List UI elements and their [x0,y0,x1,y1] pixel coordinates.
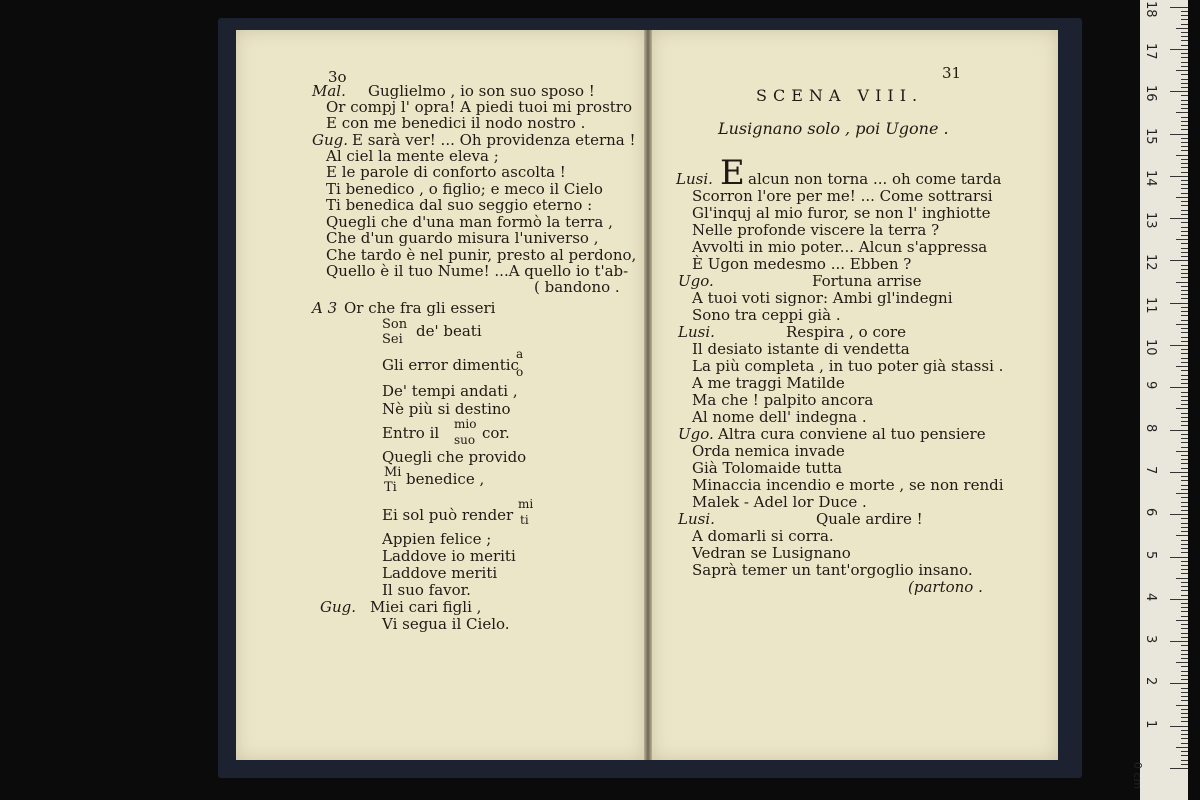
ruler-tick [1176,451,1188,452]
ruler-tick [1181,231,1188,232]
ruler-tick [1176,282,1188,283]
ruler-tick [1181,142,1188,143]
ruler-tick [1181,383,1188,384]
text-line: cor. [482,424,510,442]
text-line: È Ugon medesmo ... Ebben ? [692,255,912,273]
text-line: Quale ardire ! [816,510,923,528]
ruler-tick [1181,611,1188,612]
speaker-label: Lusi. [678,510,715,528]
ruler-tick [1181,692,1188,693]
ruler-tick [1181,320,1188,321]
text-line: Che tardo è nel punir, presto al perdono, [326,246,637,264]
ruler-tick [1170,49,1188,50]
text-line: A me traggi Matilde [692,374,845,392]
ruler-tick [1181,573,1188,574]
ruler-number: 12 [1143,254,1158,271]
text-line: Orda nemica invade [692,442,845,460]
drop-cap: E [720,153,745,193]
speaker-label: Gug. [320,598,357,616]
ruler-tick [1181,459,1188,460]
text-line: alcun non torna ... oh come tarda [748,170,1002,188]
ruler-tick [1181,349,1188,350]
ruler-tick [1181,379,1188,380]
ruler-tick [1181,497,1188,498]
text-line: Entro il [382,424,440,442]
ruler-tick [1181,24,1188,25]
ruler-tick [1181,294,1188,295]
ruler-tick [1181,709,1188,710]
ruler-tick [1181,79,1188,80]
ruler-tick [1181,138,1188,139]
speaker-label: Ugo. [678,425,714,443]
ruler-tick [1181,193,1188,194]
ruler-tick [1181,717,1188,718]
ruler-number: 6 [1143,508,1158,517]
ruler-tick [1181,392,1188,393]
text-line: mi [518,497,534,511]
ruler-tick [1181,184,1188,185]
ruler-tick [1181,66,1188,67]
text-line: Gl'inquj al mio furor, se non l' inghiotte [692,204,991,222]
book-gutter [644,30,652,760]
text-line: Fortuna arrise [812,272,922,290]
ruler-tick [1181,15,1188,16]
text-line: Nelle profonde viscere la terra ? [692,221,940,239]
ruler-tick [1181,235,1188,236]
text-line: Mi [384,465,402,480]
ruler-tick [1170,134,1188,135]
text-line: Gug. E sarà ver! ... Oh providenza eterna ! [312,131,636,149]
ruler-tick [1181,298,1188,299]
ruler-tick [1181,713,1188,714]
ruler-tick [1181,688,1188,689]
ruler-tick [1181,654,1188,655]
ruler-number: 4 [1143,592,1158,602]
ruler-tick [1181,447,1188,448]
ruler-tick [1181,337,1188,338]
ruler-tick [1181,531,1188,532]
ruler-tick [1181,396,1188,397]
text-line: Or che fra gli esseri [344,299,496,317]
ruler-tick [1181,269,1188,270]
ruler-tick [1176,705,1188,706]
ruler-number: 14 [1143,169,1158,187]
ruler-tick [1181,370,1188,371]
page-number: 31 [942,64,962,82]
ruler-tick [1181,252,1188,253]
text-line: de' beati [416,322,482,340]
ruler-tick [1170,641,1188,642]
ruler-number: 17 [1143,42,1158,60]
ruler-tick [1181,637,1188,638]
ruler-tick [1181,590,1188,591]
ruler-tick [1170,176,1188,177]
text-line: Il desiato istante di vendetta [692,340,910,358]
text-line: Ti benedico , o figlio; e meco il Cielo [326,180,603,198]
ruler-tick [1176,28,1188,29]
ruler-tick [1181,307,1188,308]
ruler-tick [1181,565,1188,566]
ruler-tick [1181,163,1188,164]
ruler-tick [1176,155,1188,156]
ruler-tick [1181,764,1188,765]
ruler-tick [1181,180,1188,181]
ruler-tick [1181,362,1188,363]
ruler-tick [1181,108,1188,109]
ruler-number: 1 [1143,719,1158,728]
ruler-tick [1181,243,1188,244]
text-line: Al nome dell' indegna . [692,408,867,426]
ruler-tick [1181,87,1188,88]
ruler-tick [1181,315,1188,316]
ruler-tick [1181,540,1188,541]
text-line: ( bandono . [534,278,620,296]
ruler-tick [1181,721,1188,722]
ruler-tick [1181,463,1188,464]
ruler-tick [1181,205,1188,206]
ruler-tick [1181,586,1188,587]
ruler-tick [1181,167,1188,168]
ruler-tick [1170,683,1188,684]
ruler-tick [1181,227,1188,228]
text-line: Vedran se Lusignano [692,544,851,562]
ruler-tick [1176,620,1188,621]
ruler-tick [1181,552,1188,553]
ruler-tick [1170,599,1188,600]
text-line: Quegli che d'una man formò la terra , [326,213,613,231]
ruler-tick [1181,172,1188,173]
ruler-tick [1181,417,1188,418]
ruler-tick [1181,36,1188,37]
text-line: A domarli si corra. [692,527,834,545]
text-line: Malek - Adel lor Duce . [692,493,867,511]
ruler-tick [1181,74,1188,75]
ruler-number: 5 [1143,550,1158,559]
text-line: A tuoi voti signor: Ambi gl'indegni [692,289,953,307]
ruler-tick [1181,286,1188,287]
text-line: Ei sol può render [382,506,514,524]
ruler-tick [1181,650,1188,651]
ruler-tick [1181,658,1188,659]
ruler-tick [1181,485,1188,486]
ruler-number: 15 [1143,127,1158,145]
text-line: Che d'un guardo misura l'universo , [326,229,599,247]
text-line: Respira , o core [786,323,906,341]
text-line: suo [454,433,476,447]
ruler-tick [1181,95,1188,96]
ruler-tick [1181,700,1188,701]
ruler-tick [1181,734,1188,735]
text-line: mio [454,417,477,431]
ruler-tick [1181,57,1188,58]
ruler-tick [1176,535,1188,536]
ruler-tick [1181,125,1188,126]
ruler-number: 18 [1143,0,1158,18]
ruler-tick [1181,506,1188,507]
ruler-tick [1181,607,1188,608]
text-line: Laddove meriti [382,564,498,582]
ruler-tick [1181,277,1188,278]
ruler-tick [1181,121,1188,122]
ruler-tick [1181,544,1188,545]
ruler-tick [1176,239,1188,240]
ruler-tick [1181,341,1188,342]
ruler-tick [1181,628,1188,629]
ruler-tick [1176,493,1188,494]
text-line: E con me benedici il nodo nostro . [326,114,586,132]
ruler-tick [1181,425,1188,426]
ruler-tick [1181,523,1188,524]
text-line: Quegli che provido [382,448,527,466]
ruler-tick [1181,290,1188,291]
ruler-tick [1181,569,1188,570]
ruler-tick [1181,671,1188,672]
ruler-tick [1181,201,1188,202]
text-line: benedice , [406,470,485,488]
text-line: Minaccia incendio e morte , se non rendi [692,476,1004,494]
ruler-tick [1170,768,1188,769]
ruler-tick [1181,248,1188,249]
ruler-tick [1181,104,1188,105]
ruler-tick [1181,696,1188,697]
ruler-tick [1181,666,1188,667]
ruler-number: 3 [1143,635,1158,644]
left-page [236,30,644,760]
ruler-tick [1181,624,1188,625]
ruler-tick [1181,616,1188,617]
text-line: Ti benedica dal suo seggio eterno : [326,196,593,214]
ruler-tick [1181,755,1188,756]
text-line: Sei [382,332,403,347]
text-line: Ma che ! palpito ancora [692,391,874,409]
ruler-number: 16 [1143,85,1158,102]
ruler-tick [1170,91,1188,92]
ruler-tick [1181,434,1188,435]
ruler-tick [1181,45,1188,46]
text-line: Appien felice ; [382,530,492,548]
ruler-unit-label: 0 cm [1131,762,1144,790]
ruler-tick [1170,260,1188,261]
text-line: Gli error dimentic [382,356,519,374]
text-line: Quello è il tuo Nume! ...A quello io t'ab- [326,262,629,280]
ruler-tick [1181,100,1188,101]
ruler-tick [1176,324,1188,325]
ruler-tick [1176,662,1188,663]
ruler-tick [1170,303,1188,304]
ruler-tick [1181,19,1188,20]
text-line: ti [520,513,529,527]
ruler-tick [1176,366,1188,367]
ruler-tick [1176,112,1188,113]
ruler-tick [1181,188,1188,189]
ruler-tick [1181,455,1188,456]
speaker-label: Lusi. [676,170,713,188]
speaker-label: Lusi. [678,323,715,341]
ruler-tick [1181,375,1188,376]
ruler-tick [1170,387,1188,388]
speaker-label: A 3 [312,299,338,317]
ruler-tick [1170,430,1188,431]
ruler-number: 7 [1143,465,1158,475]
ruler-tick [1181,645,1188,646]
ruler-tick [1181,679,1188,680]
ruler-tick [1181,476,1188,477]
ruler-tick [1181,210,1188,211]
stage-direction: (partono . [908,578,983,596]
ruler-tick [1181,751,1188,752]
ruler-tick [1170,218,1188,219]
text-line: Miei cari figli , [370,598,482,616]
ruler-tick [1181,738,1188,739]
ruler-tick [1176,747,1188,748]
text-line: Vi segua il Cielo. [382,615,510,633]
ruler-tick [1181,510,1188,511]
ruler-tick [1181,760,1188,761]
text-line: De' tempi andati , [382,382,518,400]
text-line: Saprà temer un tant'orgoglio insano. [692,561,973,579]
text-line: Il suo favor. [382,581,471,599]
ruler-tick [1176,197,1188,198]
ruler-tick [1181,146,1188,147]
ruler-tick [1181,358,1188,359]
ruler-tick [1181,561,1188,562]
ruler-tick [1181,32,1188,33]
ruler-tick [1181,332,1188,333]
text-line: Al ciel la mente eleva ; [326,147,499,165]
ruler-tick [1181,404,1188,405]
ruler-tick [1181,129,1188,130]
ruler-tick [1181,502,1188,503]
ruler-tick [1181,480,1188,481]
text-line: Laddove io meriti [382,547,516,565]
ruler-tick [1181,328,1188,329]
ruler-tick [1181,438,1188,439]
text-line: Nè più si destino [382,400,511,418]
text-line: Scorron l'ore per me! ... Come sottrarsi [692,187,993,205]
ruler-tick [1181,413,1188,414]
text-line: Altra cura conviene al tuo pensiere [718,425,986,443]
text-line: Son [382,317,408,332]
text-line: La più completa , in tuo poter già stassi . [692,357,1004,375]
ruler-tick [1181,62,1188,63]
scene-title: SCENA VIII. [756,86,924,105]
ruler-tick [1181,442,1188,443]
ruler-tick [1170,557,1188,558]
ruler-tick [1181,83,1188,84]
ruler-tick [1181,675,1188,676]
measurement-ruler [1131,0,1188,800]
ruler-number: 2 [1143,677,1158,686]
text-line: Già Tolomaide tutta [692,459,843,477]
page-number: 3o [328,68,347,86]
stage-direction: Lusignano solo , poi Ugone . [718,119,949,138]
ruler-number: 10 [1143,339,1158,356]
ruler-tick [1176,578,1188,579]
ruler-number: 8 [1143,423,1158,432]
text-line: E le parole di conforto ascolta ! [326,163,566,181]
ruler-tick [1181,117,1188,118]
ruler-tick [1181,595,1188,596]
ruler-tick [1181,518,1188,519]
text-line: Or compj l' opra! A piedi tuoi mi prostro [326,98,632,116]
text-line: Avvolti in mio poter... Alcun s'appressa [692,238,988,256]
ruler-tick [1181,548,1188,549]
ruler-number: 9 [1143,381,1158,390]
ruler-tick [1181,527,1188,528]
ruler-tick [1170,514,1188,515]
ruler-tick [1181,273,1188,274]
ruler-tick [1170,726,1188,727]
ruler-tick [1181,353,1188,354]
ruler-tick [1170,472,1188,473]
ruler-tick [1181,53,1188,54]
right-page [652,30,1058,760]
text-line: Ti [384,480,397,495]
ruler-tick [1170,345,1188,346]
ruler-tick [1181,40,1188,41]
ruler-tick [1181,222,1188,223]
ruler-tick [1181,730,1188,731]
ruler-tick [1181,489,1188,490]
text-line: o [516,365,524,379]
text-line: Sono tra ceppi già . [692,306,841,324]
ruler-tick [1176,70,1188,71]
ruler-number: 11 [1143,296,1158,314]
text-line: Mal. Guglielmo , io son suo sposo ! [312,82,595,100]
ruler-tick [1181,159,1188,160]
ruler-tick [1181,743,1188,744]
ruler-tick [1181,400,1188,401]
ruler-tick [1181,214,1188,215]
ruler-tick [1181,582,1188,583]
ruler-tick [1181,603,1188,604]
ruler-number: 13 [1143,212,1158,229]
ruler-tick [1181,256,1188,257]
ruler-tick [1181,11,1188,12]
ruler-tick [1181,468,1188,469]
ruler-tick [1181,150,1188,151]
ruler-tick [1181,421,1188,422]
ruler-tick [1181,265,1188,266]
ruler-tick [1181,311,1188,312]
text-line: a [516,347,524,361]
ruler-tick [1176,408,1188,409]
speaker-label: Ugo. [678,272,714,290]
ruler-tick [1181,633,1188,634]
ruler-tick [1170,7,1188,8]
